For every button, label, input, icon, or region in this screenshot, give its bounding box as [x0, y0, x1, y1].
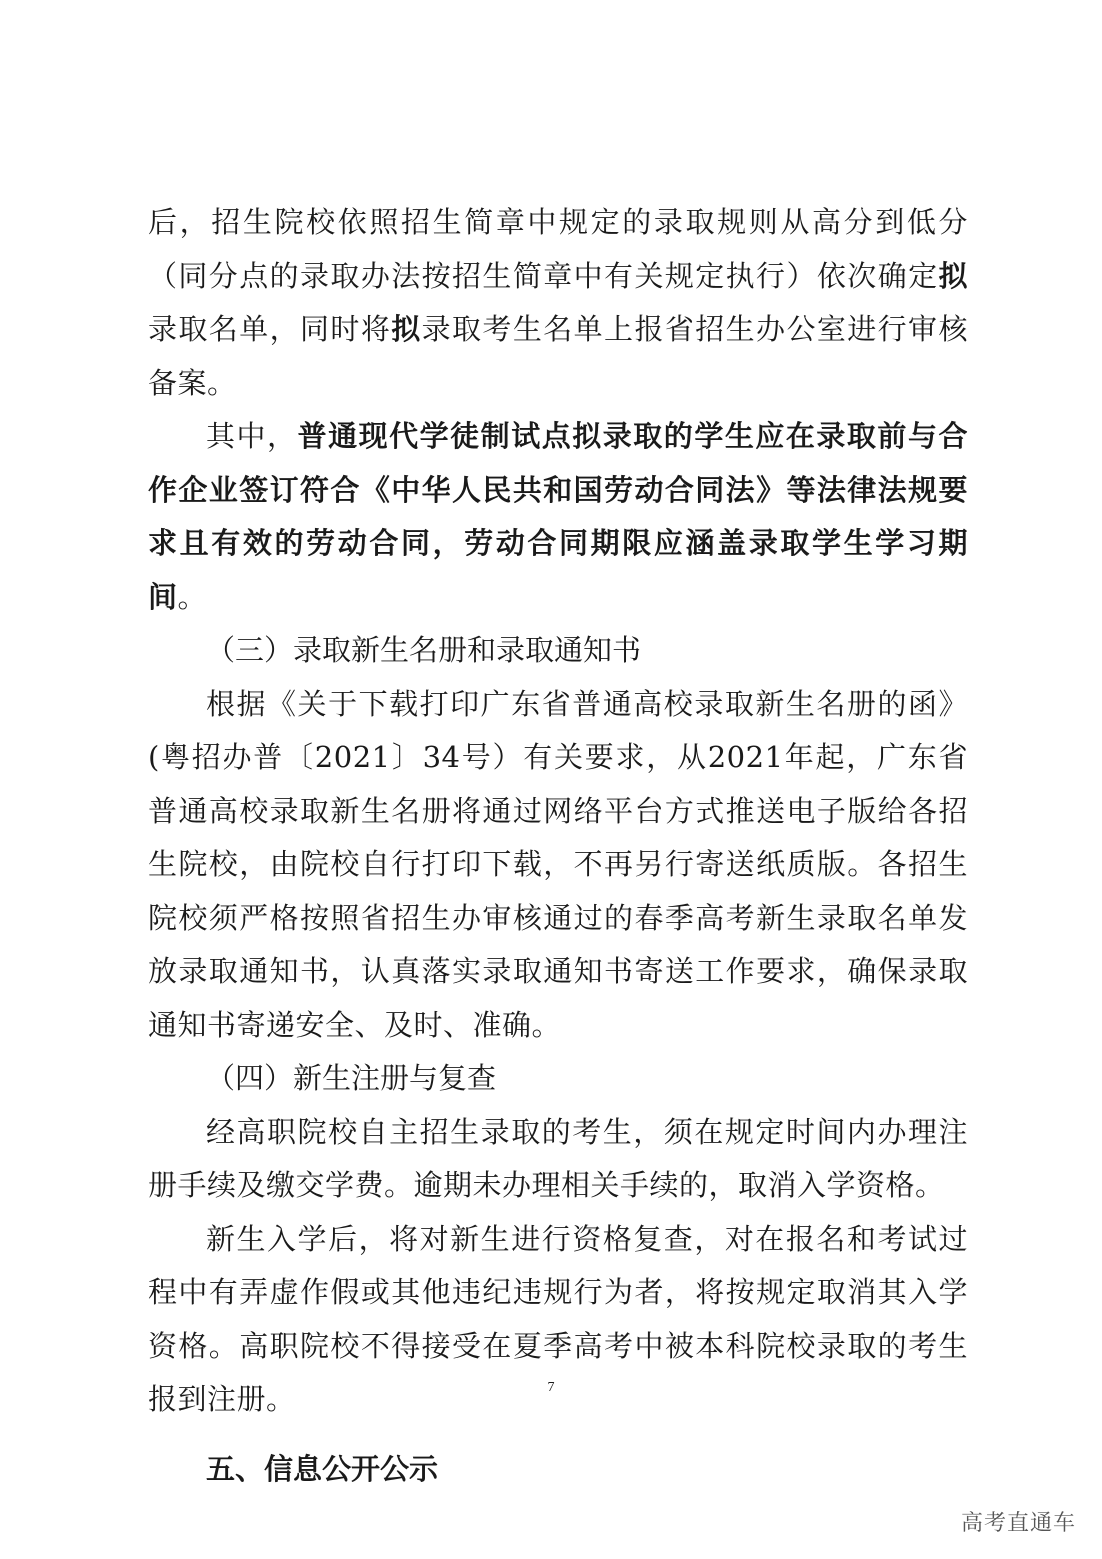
subheading-registration-review: （四）新生注册与复查	[206, 1061, 497, 1095]
section-heading-information-disclosure: 五、信息公开公示	[206, 1451, 439, 1486]
page-number: 7	[547, 1380, 555, 1395]
paragraph-apprenticeship-contract: 其中，普通现代学徒制试点拟录取的学生应在录取前与合作企业签订符合《中华人民共和国劳动合同法》等法律法规要求且有效的劳动合同，劳动合同期限应涵盖录取学生学习期间。	[148, 419, 968, 614]
paragraph-registration: 经高职院校自主招生录取的考生，须在规定时间内办理注册手续及缴交学费。逾期未办理相关手续的，取消入学资格。	[148, 1114, 968, 1202]
watermark-text: 高考直通车	[960, 1511, 1076, 1536]
document-body	[148, 196, 968, 1496]
subheading-roster-and-notice: （三）录取新生名册和录取通知书	[206, 633, 642, 667]
paragraph-roster-and-notice: 根据《关于下载打印广东省普通高校录取新生名册的函》(粤招办普〔2021〕34号）有关要求，从2021年起，广东省普通高校录取新生名册将通过网络平台方式推送电子版给各招生院校，由院校自行打印下载，不再另行寄送纸质版。各招生院校须严格按照省招生办审核通过的春季高考新生录取名单发放录取通知书，认真落实录取通知书寄送工作要求，确保录取通知书寄递安全、及时、准确。	[148, 686, 968, 1042]
bold-apprenticeship-text: 普通现代学徒制试点拟录取的学生应在录取前与合作企业签订符合《中华人民共和国劳动合同法》等法律法规要求且有效的劳动合同，劳动合同期限应涵盖录取学生学习期间	[148, 419, 968, 614]
paragraph-admission-rules: 后，招生院校依照招生简章中规定的录取规则从高分到低分（同分点的录取办法按招生简章中有关规定执行）依次确定拟录取名单，同时将拟录取考生名单上报省招生办公室进行审核备案。	[148, 205, 968, 400]
paragraph-qualification-review: 新生入学后，将对新生进行资格复查，对在报名和考试过程中有弄虚作假或其他违纪违规行为者，将按规定取消其入学资格。高职院校不得接受在夏季高考中被本科院校录取的考生报到注册。	[148, 1221, 968, 1416]
